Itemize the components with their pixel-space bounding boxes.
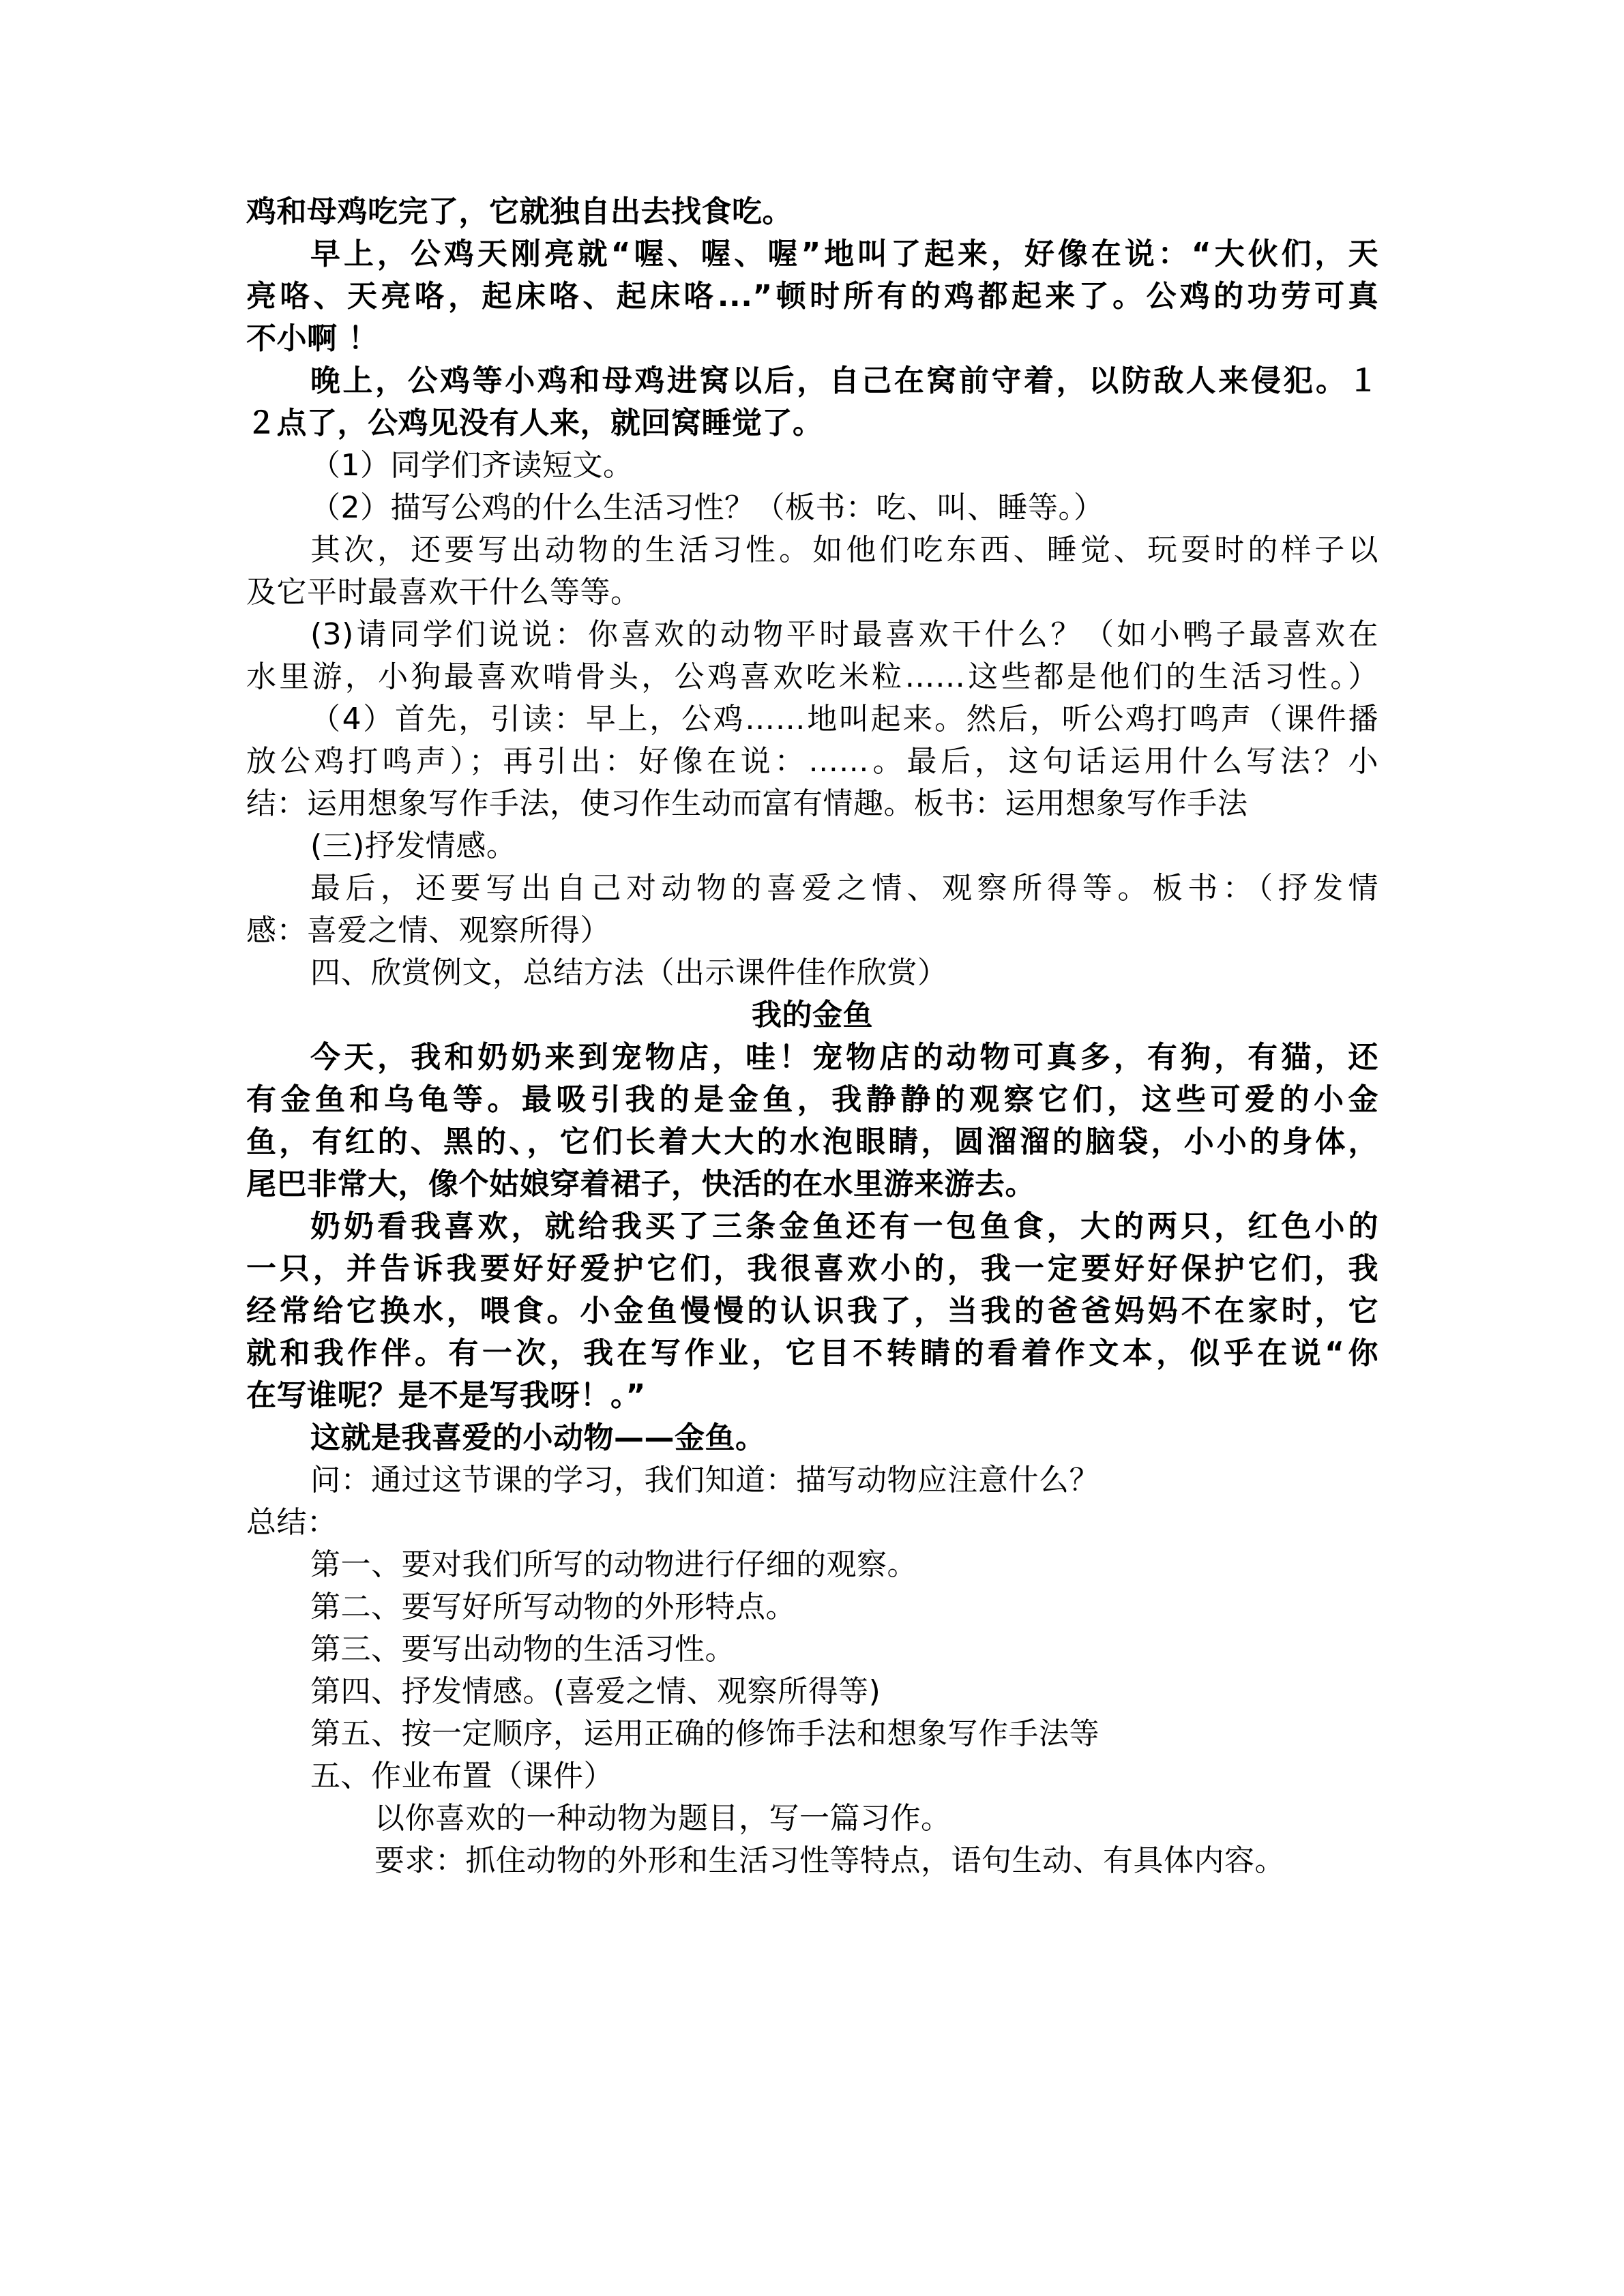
text-line: 要求：抓住动物的外形和生活习性等特点，语句生动、有具体内容。 <box>374 1843 1285 1878</box>
text-line: 在写谁呢？是不是写我呀！。” <box>246 1378 646 1413</box>
text-line: 就和我作伴。有一次，我在写作业，它目不转睛的看着作文本，似乎在说“你 <box>246 1336 1378 1371</box>
text-line: 及它平时最喜欢干什么等等。 <box>246 575 641 610</box>
text-line: 亮咯、天亮咯，起床咯、起床咯...”顿时所有的鸡都起来了。公鸡的功劳可真 <box>246 279 1378 314</box>
text-line: 经常给它换水，喂食。小金鱼慢慢的认识我了，当我的爸爸妈妈不在家时，它 <box>246 1294 1378 1328</box>
text-line: 放公鸡打鸣声）；再引出：好像在说：……。最后，这句话运用什么写法？小 <box>246 744 1378 779</box>
text-line: 不小啊 ！ <box>246 321 379 356</box>
text-line: 第一、要对我们所写的动物进行仔细的观察。 <box>310 1547 917 1582</box>
text-line: 五、作业布置（课件） <box>310 1759 614 1793</box>
text-line: (3)请同学们说说：你喜欢的动物平时最喜欢干什么？（如小鸭子最喜欢在 <box>310 617 1378 652</box>
text-line: 奶奶看我喜欢，就给我买了三条金鱼还有一包鱼食，大的两只，红色小的 <box>310 1209 1378 1244</box>
text-line: 四、欣赏例文，总结方法（出示课件佳作欣赏） <box>310 955 948 990</box>
text-line: 一只，并告诉我要好好爱护它们，我很喜欢小的，我一定要好好保护它们，我 <box>246 1251 1378 1286</box>
text-line: 水里游，小狗最喜欢啃骨头，公鸡喜欢吃米粒……这些都是他们的生活习性。） <box>246 659 1378 694</box>
text-line: 第三、要写出动物的生活习性。 <box>310 1632 735 1667</box>
text-line: 有金鱼和乌龟等。最吸引我的是金鱼，我静静的观察它们，这些可爱的小金 <box>246 1082 1378 1117</box>
text-line: 以你喜欢的一种动物为题目，写一篇习作。 <box>374 1801 951 1836</box>
document-page <box>246 191 1378 1882</box>
text-line: (三)抒发情感。 <box>310 829 517 863</box>
text-line: （2）描写公鸡的什么生活习性？（板书：吃、叫、睡等。） <box>310 490 1104 525</box>
text-line: 鸡和母鸡吃完了，它就独自出去找食吃。 <box>246 194 793 229</box>
text-line: 第二、要写好所写动物的外形特点。 <box>310 1590 796 1624</box>
text-line: 第四、抒发情感。(喜爱之情、观察所得等) <box>310 1674 881 1709</box>
text-line: 今天，我和奶奶来到宠物店，哇！宠物店的动物可真多，有狗，有猫，还 <box>310 1040 1378 1075</box>
text-line: 总结： <box>246 1505 338 1540</box>
text-line: 这就是我喜爱的小动物——金鱼。 <box>310 1420 766 1455</box>
text-line: 其次，还要写出动物的生活习性。如他们吃东西、睡觉、玩耍时的样子以 <box>310 533 1378 567</box>
text-line: 感：喜爱之情、观察所得） <box>246 913 610 948</box>
text-line: 最后，还要写出自己对动物的喜爱之情、观察所得等。板书：（抒发情 <box>310 871 1378 906</box>
text-line: ２点了，公鸡见没有人来，就回窝睡觉了。 <box>246 406 823 441</box>
text-line: （1）同学们齐读短文。 <box>310 448 634 483</box>
text-line: 尾巴非常大，像个姑娘穿着裙子，快活的在水里游来游去。 <box>246 1167 1035 1202</box>
essay-title: 我的金鱼 <box>752 998 873 1032</box>
text-line: 晚上，公鸡等小鸡和母鸡进窝以后，自己在窝前守着，以防敌人来侵犯。１ <box>310 363 1378 398</box>
text-line: 鱼，有红的、黑的、，它们长着大大的水泡眼睛，圆溜溜的脑袋，小小的身体， <box>246 1124 1378 1159</box>
text-line: 早上，公鸡天刚亮就“喔、喔、喔”地叫了起来，好像在说：“大伙们，天 <box>310 237 1378 271</box>
text-line: 第五、按一定顺序，运用正确的修饰手法和想象写作手法等 <box>310 1716 1099 1751</box>
text-line: 结：运用想象写作手法，使习作生动而富有情趣。板书：运用想象写作手法 <box>246 786 1248 821</box>
text-line: 问：通过这节课的学习，我们知道：描写动物应注意什么？ <box>310 1463 1099 1497</box>
text-line: （4）首先，引读：早上，公鸡……地叫起来。然后，听公鸡打鸣声（课件播 <box>310 702 1378 736</box>
